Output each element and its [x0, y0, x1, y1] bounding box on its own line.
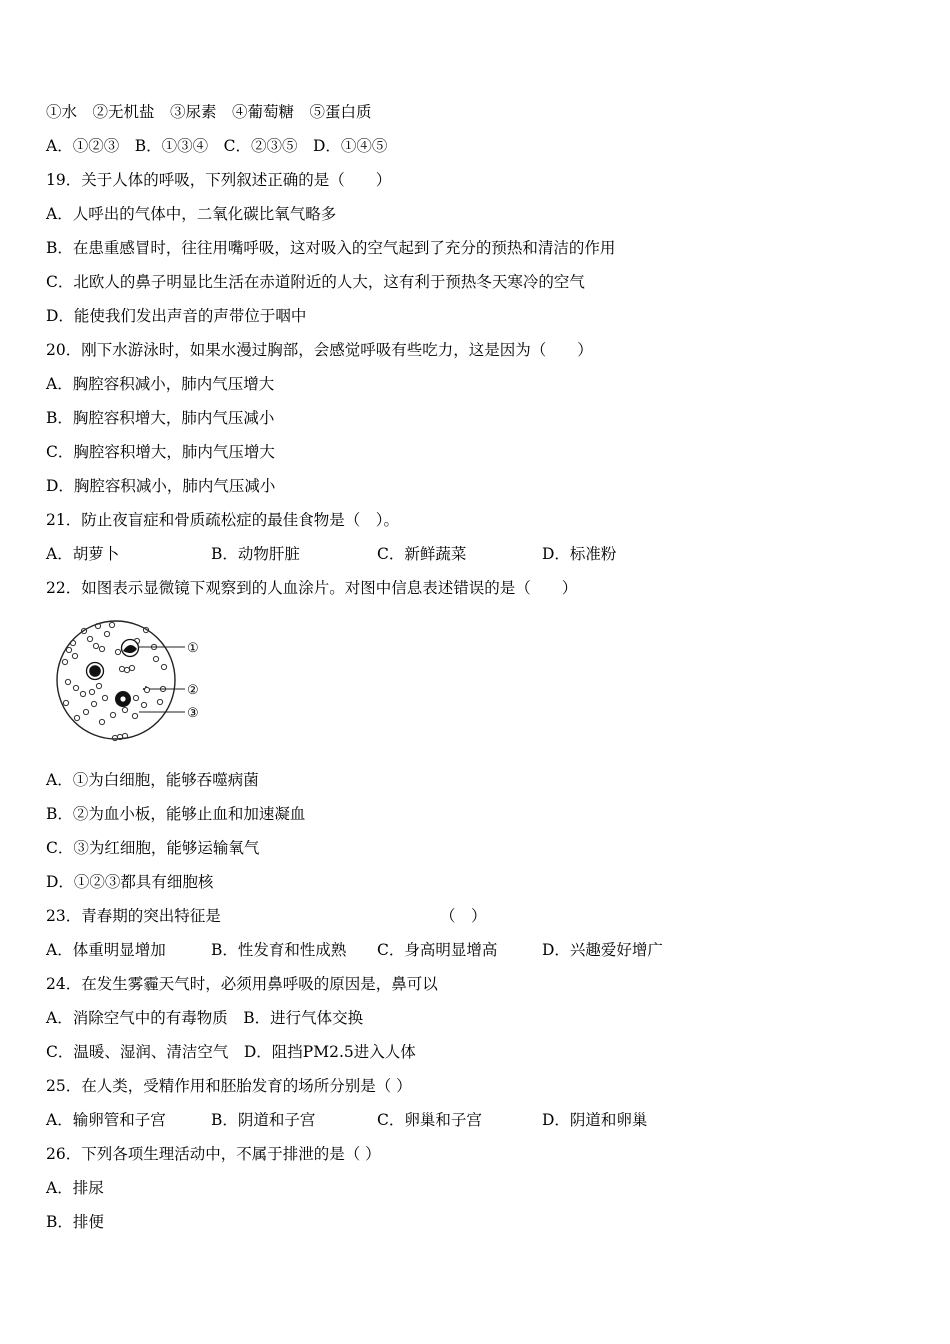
q24-options-cd: C．温暖、湿润、清洁空气 D．阻挡PM2.5进入人体 — [46, 1043, 416, 1061]
white-blood-cells — [87, 640, 139, 708]
label-2: ② — [187, 683, 199, 698]
q21-option-d: D．标准粉 — [542, 545, 617, 563]
question-21: 21．防止夜盲症和骨质疏松症的最佳食物是（ ）。 — [46, 511, 399, 529]
q22-option-d: D．①②③都具有细胞核 — [46, 873, 214, 891]
question-24: 24．在发生雾霾天气时，必须用鼻呼吸的原因是，鼻可以 — [46, 975, 438, 993]
q21-option-b: B．动物肝脏 — [211, 545, 300, 563]
q20-option-b: B．胸腔容积增大，肺内气压减小 — [46, 409, 275, 427]
answer-choices-q18: A．①②③ B．①③④ C．②③⑤ D．①④⑤ — [46, 137, 388, 155]
q23-option-c: C．身高明显增高 — [377, 941, 498, 959]
q20-option-d: D．胸腔容积减小，肺内气压减小 — [46, 477, 276, 495]
q26-option-b: B．排便 — [46, 1213, 104, 1231]
q23-option-d: D．兴趣爱好增广 — [542, 941, 663, 959]
option-list-line: ①水 ②无机盐 ③尿素 ④葡萄糖 ⑤蛋白质 — [46, 103, 372, 121]
question-25: 25．在人类，受精作用和胚胎发育的场所分别是（ ） — [46, 1077, 412, 1095]
q21-option-c: C．新鲜蔬菜 — [377, 545, 467, 563]
q20-option-a: A．胸腔容积减小，肺内气压增大 — [46, 375, 275, 393]
question-22: 22．如图表示显微镜下观察到的人血涂片。对图中信息表述错误的是（ ） — [46, 579, 578, 597]
q19-option-b: B．在患重感冒时，往往用嘴呼吸，这对吸入的空气起到了充分的预热和清洁的作用 — [46, 239, 616, 257]
q22-option-a: A．①为白细胞，能够吞噬病菌 — [46, 771, 259, 789]
question-23: 23．青春期的突出特征是 — [46, 907, 221, 925]
q25-option-b: B．阴道和子宫 — [211, 1111, 316, 1129]
q23-option-b: B．性发育和性成熟 — [211, 941, 347, 959]
label-3: ③ — [187, 706, 199, 721]
question-23-paren: （ ） — [440, 907, 487, 925]
q20-option-c: C．胸腔容积增大，肺内气压增大 — [46, 443, 275, 461]
q21-option-a: A．胡萝卜 — [46, 545, 120, 563]
q22-option-c: C．③为红细胞，能够运输氧气 — [46, 839, 260, 857]
question-20: 20．刚下水游泳时，如果水漫过胸部，会感觉呼吸有些吃力，这是因为（ ） — [46, 341, 593, 359]
q19-option-c: C．北欧人的鼻子明显比生活在赤道附近的人大，这有利于预热冬天寒冷的空气 — [46, 273, 585, 291]
q23-option-a: A．体重明显增加 — [46, 941, 166, 959]
q26-option-a: A．排尿 — [46, 1179, 104, 1197]
label-1: ① — [187, 641, 199, 656]
q19-option-d: D．能使我们发出声音的声带位于咽中 — [46, 307, 307, 325]
q22-option-b: B．②为血小板，能够止血和加速凝血 — [46, 805, 306, 823]
field-of-view-circle — [57, 621, 175, 739]
q25-option-d: D．阴道和卵巢 — [542, 1111, 648, 1129]
q25-option-c: C．卵巢和子宫 — [377, 1111, 482, 1129]
question-26: 26．下列各项生理活动中，不属于排泄的是（ ） — [46, 1145, 381, 1163]
blood-smear-figure — [50, 612, 210, 748]
red-blood-cells — [62, 622, 166, 740]
q24-options-ab: A．消除空气中的有毒物质 B．进行气体交换 — [46, 1009, 364, 1027]
q25-option-a: A．输卵管和子宫 — [46, 1111, 166, 1129]
question-19: 19．关于人体的呼吸，下列叙述正确的是（ ） — [46, 171, 392, 189]
q19-option-a: A．人呼出的气体中，二氧化碳比氧气略多 — [46, 205, 337, 223]
